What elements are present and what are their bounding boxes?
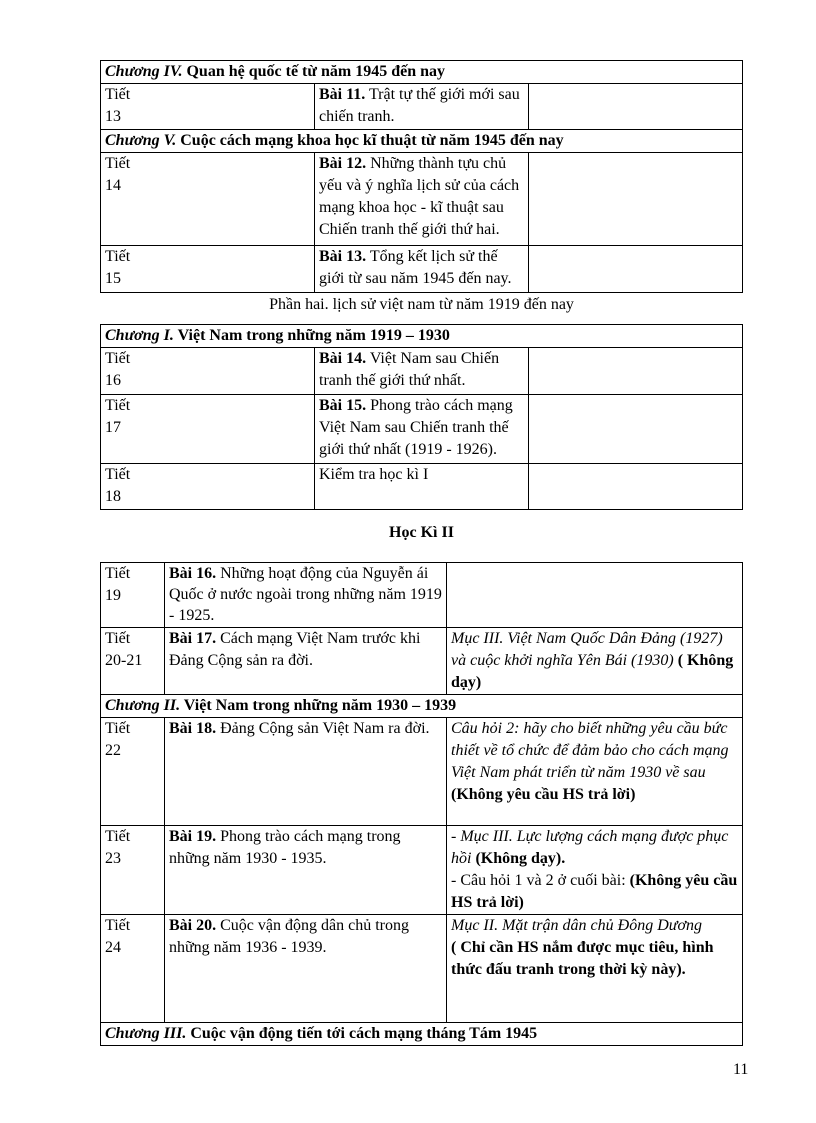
lesson-cell (315, 153, 529, 246)
note-cell (529, 84, 743, 130)
table-row (101, 915, 743, 1023)
note-instruction: ( Chỉ cần HS nắm được mục tiêu, hình thức đấu tranh trong thời kỳ này). (451, 939, 714, 978)
lesson-number: Bài 14. (319, 350, 367, 367)
lesson-cell (315, 395, 529, 464)
lesson-cell (165, 563, 447, 628)
chapter-row (101, 61, 743, 84)
lesson-title: Tổng kết lịch sử thế giới từ sau năm 1945 đến nay. (319, 248, 512, 287)
chapter-row (101, 695, 743, 718)
lesson-title: Cuộc vận động dân chủ trong những năm 1936 - 1939. (169, 917, 409, 956)
table-row (101, 826, 743, 915)
period-label: Tiết (105, 350, 131, 367)
part-heading: Phần hai. lịch sử việt nam từ năm 1919 đến nay (269, 296, 574, 313)
lesson-cell (165, 718, 447, 826)
note-cell (447, 628, 743, 695)
lesson-table-semester-two (100, 562, 743, 1046)
chapter-heading (101, 325, 743, 348)
period-number: 20-21 (105, 652, 143, 669)
table-row (101, 395, 743, 464)
period-label: Tiết (105, 917, 131, 934)
lesson-number: Bài 17. (169, 630, 217, 647)
lesson-number: Bài 20. (169, 917, 217, 934)
lesson-title: Phong trào cách mạng Việt Nam sau Chiến tranh thế giới thứ nhất (1919 - 1926). (319, 397, 513, 458)
chapter-title: Việt Nam trong những năm 1930 – 1939 (180, 697, 457, 714)
chapter-title: Quan hệ quốc tế từ năm 1945 đến nay (182, 63, 446, 80)
lesson-number: Bài 11. (319, 86, 366, 103)
period-label: Tiết (105, 720, 131, 737)
lesson-cell (165, 826, 447, 915)
chapter-title: Cuộc cách mạng khoa học kĩ thuật từ năm 1945 đến nay (176, 132, 564, 149)
lesson-title: Những thành tựu chủ yếu và ý nghĩa lịch sử của cách mạng khoa học - kĩ thuật sau Chiến tranh thế giới thứ hai. (319, 155, 520, 238)
period-label: Tiết (105, 397, 131, 414)
period-number: 18 (105, 488, 121, 505)
period-label: Tiết (105, 466, 131, 483)
table-row (101, 628, 743, 695)
note-cell (447, 718, 743, 826)
lesson-cell (315, 348, 529, 395)
chapter-label: Chương I. (105, 327, 174, 344)
note-cell (529, 464, 743, 510)
note-cell (447, 563, 743, 628)
period-cell (101, 348, 315, 395)
period-number: 16 (105, 372, 121, 389)
table-row (101, 84, 743, 130)
lesson-number: Bài 16. (169, 565, 217, 582)
note-instruction: (Không yêu cầu HS trả lời) (451, 872, 738, 911)
lesson-cell (315, 246, 529, 293)
period-number: 19 (105, 587, 121, 604)
note-paren: ) (475, 674, 482, 691)
period-label: Tiết (105, 630, 131, 647)
period-label: Tiết (105, 86, 131, 103)
lesson-cell (315, 84, 529, 130)
note-text: - Mục III. Lực lượng cách mạng được phục hồi (451, 828, 729, 867)
lesson-number: Bài 18. (169, 720, 217, 737)
lesson-table-part-one (100, 61, 743, 293)
note-text: Mục III. Việt Nam Quốc Dân Đảng (1927) và cuộc khởi nghĩa Yên Bái (1930) (451, 630, 723, 669)
period-label: Tiết (105, 248, 131, 265)
page-number: 11 (733, 1061, 749, 1078)
chapter-row (101, 130, 743, 153)
chapter-label: Chương IV. (105, 63, 183, 80)
period-cell (101, 464, 315, 510)
note-text: Câu hỏi 2: hãy cho biết những yêu cầu bức thiết về tổ chức để đảm bảo cho cách mạng Việt Nam phát triển từ năm 1930 về sau (451, 720, 729, 781)
period-number: 24 (105, 939, 121, 956)
lesson-number: Bài 13. (319, 248, 367, 265)
chapter-row (101, 1023, 743, 1046)
period-cell (101, 915, 165, 1023)
note-text: - Câu hỏi 1 và 2 ở cuối bài: (451, 872, 626, 889)
lesson-number: Bài 15. (319, 397, 367, 414)
table-row (101, 348, 743, 395)
note-cell (447, 826, 743, 915)
semester-heading: Học Kì II (389, 524, 454, 541)
chapter-heading (101, 695, 743, 718)
table-row (101, 153, 743, 246)
period-cell (101, 153, 315, 246)
period-label: Tiết (105, 155, 131, 172)
note-paren: ( (673, 652, 684, 669)
table-row (101, 246, 743, 293)
chapter-label: Chương V. (105, 132, 177, 149)
note-cell (529, 153, 743, 246)
table-row (101, 464, 743, 510)
lesson-cell (165, 628, 447, 695)
note-cell (529, 395, 743, 464)
lesson-title: Kiểm tra học kì I (319, 466, 429, 483)
period-cell (101, 563, 165, 628)
period-number: 14 (105, 177, 121, 194)
note-instruction: Không dạy (451, 652, 734, 691)
period-number: 17 (105, 419, 121, 436)
note-instruction: (Không yêu cầu HS trả lời) (451, 786, 636, 803)
lesson-number: Bài 12. (319, 155, 367, 172)
lesson-table-part-two (100, 324, 743, 510)
chapter-row (101, 325, 743, 348)
chapter-title: Cuộc vận động tiến tới cách mạng tháng Tám 1945 (186, 1025, 538, 1042)
lesson-title: Việt Nam sau Chiến tranh thế giới thứ nhất. (319, 350, 500, 389)
lesson-cell (165, 915, 447, 1023)
period-cell (101, 84, 315, 130)
chapter-label: Chương II. (105, 697, 181, 714)
note-cell (447, 915, 743, 1023)
period-cell (101, 395, 315, 464)
period-label: Tiết (105, 828, 131, 845)
table-row (101, 718, 743, 826)
period-number: 23 (105, 850, 121, 867)
period-cell (101, 628, 165, 695)
lesson-title: Những hoạt động của Nguyễn ái Quốc ở nước ngoài trong những năm 1919 - 1925. (169, 565, 442, 624)
note-instruction: (Không dạy). (471, 850, 566, 867)
period-number: 15 (105, 270, 121, 287)
table-row (101, 563, 743, 628)
lesson-title: Cách mạng Việt Nam trước khi Đảng Cộng sản ra đời. (169, 630, 421, 669)
lesson-cell (315, 464, 529, 510)
chapter-heading (101, 61, 743, 84)
lesson-number: Bài 19. (169, 828, 217, 845)
lesson-title: Đảng Cộng sản Việt Nam ra đời. (216, 720, 430, 737)
lesson-title: Phong trào cách mạng trong những năm 1930 - 1935. (169, 828, 401, 867)
chapter-heading (101, 130, 743, 153)
note-cell (529, 348, 743, 395)
period-number: 13 (105, 108, 121, 125)
chapter-title: Việt Nam trong những năm 1919 – 1930 (173, 327, 450, 344)
period-cell (101, 246, 315, 293)
lesson-title: Trật tự thế giới mới sau chiến tranh. (319, 86, 520, 125)
note-cell (529, 246, 743, 293)
note-text: Mục II. Mặt trận dân chủ Đông Dương (451, 917, 703, 934)
period-number: 22 (105, 742, 121, 759)
period-cell (101, 718, 165, 826)
chapter-heading (101, 1023, 743, 1046)
period-cell (101, 826, 165, 915)
chapter-label: Chương III. (105, 1025, 187, 1042)
period-label: Tiết (105, 565, 131, 582)
